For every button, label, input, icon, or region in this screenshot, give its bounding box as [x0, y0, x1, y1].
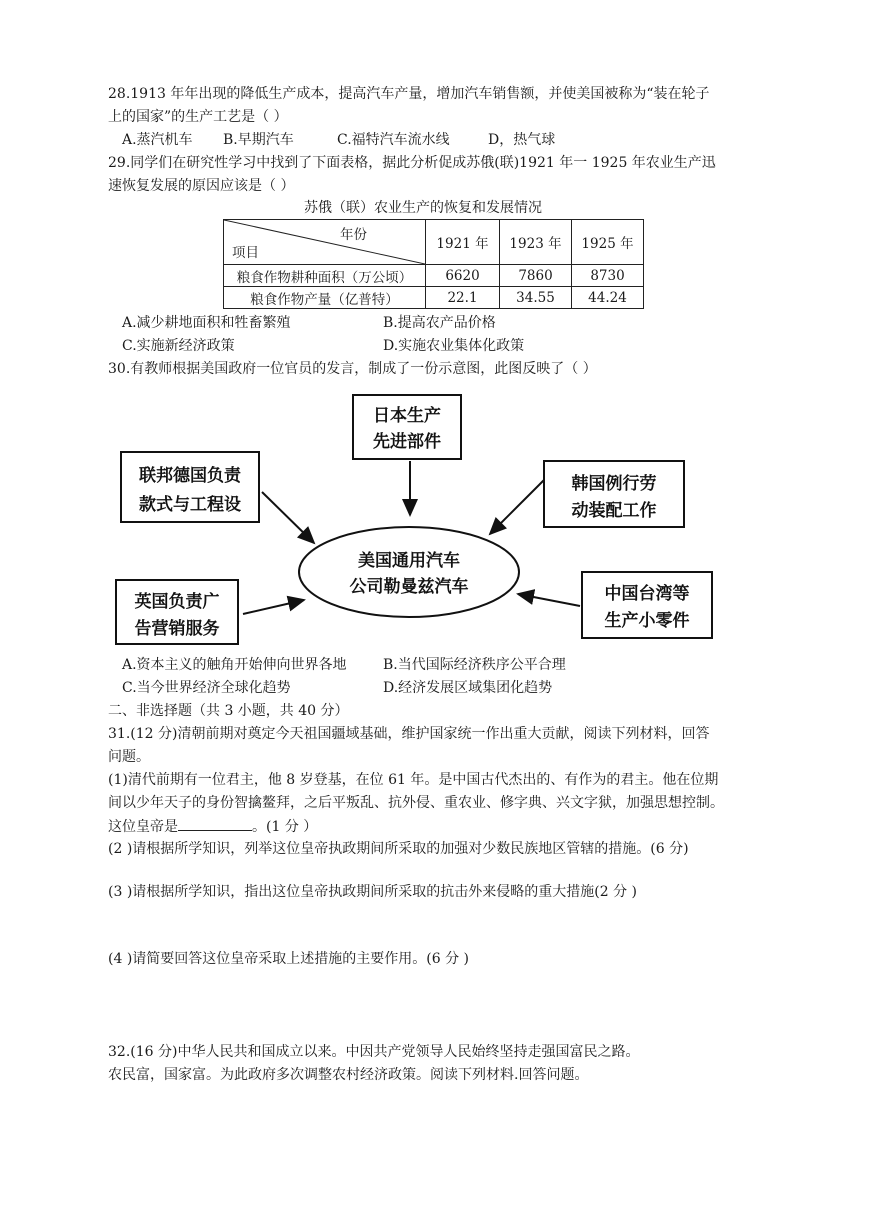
cell-value: 6620: [426, 265, 500, 287]
q31-part1-line2: 间以少年天子的身份智擒鳌拜，之后平叛乱、抗外侵、重农业、修字典、兴文字狱，加强思想控制。: [108, 795, 724, 811]
box-britain-line2: 告营销服务: [134, 619, 220, 639]
cell-value: 7860: [500, 265, 572, 287]
cell-value: 44.24: [572, 287, 644, 309]
box-west-germany-line2: 款式与工程设: [139, 495, 241, 515]
header-year-1921: 1921 年: [426, 220, 500, 265]
table-row: [224, 287, 644, 309]
q29-option-a: A.减少耕地面积和牲畜繁殖: [122, 315, 291, 331]
box-south-korea-line1: 韩国例行劳: [571, 474, 657, 494]
q28-stem-line2: 上的国家”的生产工艺是（ ）: [108, 109, 288, 125]
header-year-label: 年份: [340, 227, 367, 243]
center-line1: 美国通用汽车: [358, 551, 460, 571]
q29-option-d: D.实施农业集体化政策: [383, 338, 525, 354]
q30-stem: 30.有教师根据美国政府一位官员的发言，制成了一份示意图，此图反映了（ ）: [108, 361, 597, 377]
table-title: 苏俄（联）农业生产的恢复和发展情况: [304, 200, 542, 216]
q31-part3: (3 )请根据所学知识，指出这位皇帝执政期间所采取的抗击外来侵略的重大措施(2 分 ): [108, 884, 638, 900]
q29-stem-line1: 29.同学们在研究性学习中找到了下面表格，据此分析促成苏俄(联)1921 年一 1925 年农业生产迅: [108, 155, 716, 171]
q31-part2: (2 )请根据所学知识，列举这位皇帝执政期间所采取的加强对少数民族地区管辖的措施。(6 分): [108, 841, 689, 857]
box-taiwan-line2: 生产小零件: [604, 611, 690, 631]
q28-option-c: C.福特汽车流水线: [337, 132, 450, 148]
row-label: 粮食作物产量（亿普特）: [224, 287, 426, 309]
answer-blank[interactable]: [178, 816, 252, 831]
box-britain-line1: 英国负责广: [134, 592, 220, 612]
q31-stem-line2: 问题。: [108, 749, 150, 765]
box-south-korea-line2: 动装配工作: [571, 501, 657, 521]
q30-option-d: D.经济发展区域集团化趋势: [383, 680, 553, 696]
q31-part1-line3-start: 这位皇帝是: [108, 819, 178, 835]
q31-part1-line3: [108, 816, 317, 837]
q28-stem-line1: 28.1913 年年出现的降低生产成本，提高汽车产量，增加汽车销售额，并使美国被称为“装在轮子: [108, 86, 710, 102]
q29-option-c: C.实施新经济政策: [122, 338, 235, 354]
q28-option-a: A.蒸汽机车: [122, 132, 193, 148]
q29-stem-line2: 速恢复发展的原因应该是（ ）: [108, 178, 295, 194]
q29-option-b: B.提高农产品价格: [383, 315, 496, 331]
box-west-germany-line1: 联邦德国负责: [139, 466, 241, 486]
q28-option-b: B.早期汽车: [223, 132, 294, 148]
center-ellipse-gm: [299, 527, 519, 617]
globalization-diagram: [100, 388, 720, 650]
cell-value: 22.1: [426, 287, 500, 309]
arrow-britain: [243, 600, 304, 614]
table-row: [224, 265, 644, 287]
box-japan-line2: 先进部件: [373, 432, 441, 452]
arrow-germany: [262, 492, 314, 543]
header-year-1923: 1923 年: [500, 220, 572, 265]
q30-option-a: A.资本主义的触角开始伸向世界各地: [122, 657, 347, 673]
q31-part1-line3-end: 。(1 分 ）: [252, 819, 318, 835]
cell-value: 8730: [572, 265, 644, 287]
q30-option-c: C.当今世界经济全球化趋势: [122, 680, 291, 696]
q32-stem-line2: 农民富，国家富。为此政府多次调整农村经济政策。阅读下列材料.回答问题。: [108, 1067, 589, 1083]
q28-option-d: D，热气球: [488, 132, 556, 148]
box-japan-line1: 日本生产: [373, 406, 441, 426]
arrow-taiwan: [518, 594, 580, 606]
arrow-korea: [490, 480, 544, 534]
q31-part1-line1: (1)清代前期有一位君主，他 8 岁登基，在位 61 年。是中国古代杰出的、有作为的君主。他在位期: [108, 772, 719, 788]
q30-option-b: B.当代国际经济秩序公平合理: [383, 657, 566, 673]
table-header-diagonal-cell: [224, 220, 426, 265]
section-two-heading: 二、非选择题（共 3 小题，共 40 分）: [108, 703, 349, 719]
q31-stem-line1: 31.(12 分)清朝前期对奠定今天祖国疆域基础，维护国家统一作出重大贡献，阅读下列材料，回答: [108, 726, 710, 742]
box-taiwan-line1: 中国台湾等: [604, 584, 690, 604]
center-line2: 公司勒曼兹汽车: [349, 577, 469, 597]
header-item-label: 项目: [232, 245, 259, 261]
q31-part4: (4 )请简要回答这位皇帝采取上述措施的主要作用。(6 分 ): [108, 951, 470, 967]
row-label: 粮食作物耕种面积（万公顷）: [224, 265, 426, 287]
cell-value: 34.55: [500, 287, 572, 309]
agriculture-table: [223, 219, 644, 309]
header-year-1925: 1925 年: [572, 220, 644, 265]
q32-stem-line1: 32.(16 分)中华人民共和国成立以来。中因共产党领导人民始终坚持走强国富民之路。: [108, 1044, 640, 1060]
